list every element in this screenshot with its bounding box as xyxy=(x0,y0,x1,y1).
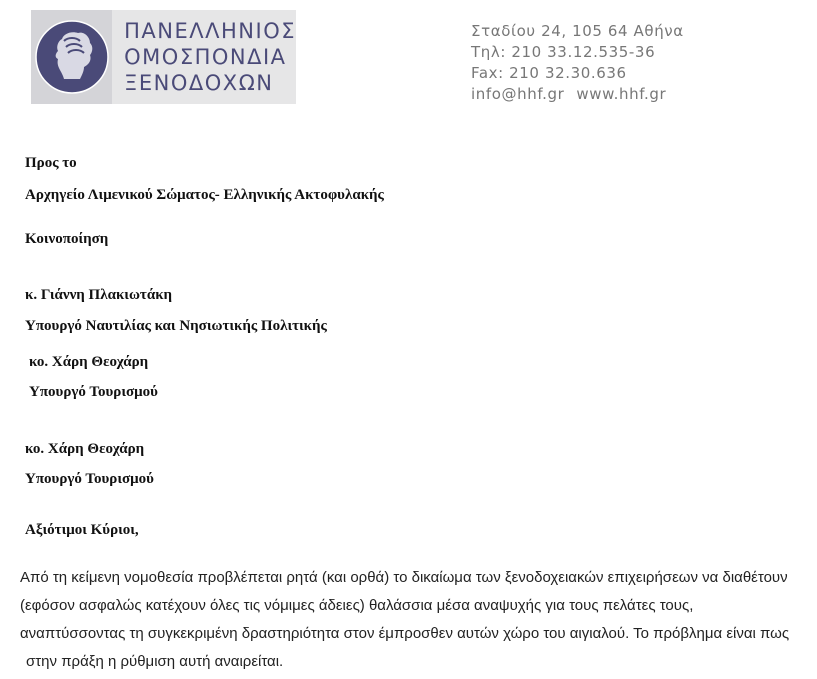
website-link[interactable]: www.hhf.gr xyxy=(576,85,667,103)
fax-line: Fax: 210 32.30.636 xyxy=(471,64,627,82)
org-name-line: ΞΕΝΟΔΟΧΩΝ xyxy=(124,71,274,95)
org-name xyxy=(124,18,296,96)
cc-recipient-name: κο. Χάρη Θεοχάρη xyxy=(29,354,149,370)
web-contact-line xyxy=(471,84,684,105)
cc-recipient-title: Υπουργό Τουρισμού xyxy=(29,384,158,400)
address-line: Σταδίου 24, 105 64 Αθήνα xyxy=(471,22,684,40)
to-label: Προς το xyxy=(25,155,77,171)
cc-recipient-title: Υπουργό Ναυτιλίας και Νησιωτικής Πολιτικής xyxy=(25,318,327,334)
contact-block xyxy=(471,21,684,105)
cc-label: Κοινοποίηση xyxy=(25,231,109,247)
email-link[interactable]: info@hhf.gr xyxy=(471,85,565,103)
body-line: αναπτύσσοντας τη συγκεκριμένη δραστηριότητα στον έμπροσθεν αυτών χώρο του αιγιαλού. Το πρόβλημα είναι πως xyxy=(20,625,790,642)
letterhead-logo xyxy=(31,10,296,104)
body-line: (εφόσον ασφαλώς κατέχουν όλες τις νόμιμες άδειες) θαλάσσια μέσα αναψυχής για τους πελάτες τους, xyxy=(20,597,694,614)
letter-body-paragraph xyxy=(20,564,812,676)
to-organization: Αρχηγείο Λιμενικού Σώματος- Ελληνικής Ακτοφυλακής xyxy=(25,187,384,203)
org-name-line: ΟΜΟΣΠΟΝΔΙΑ xyxy=(124,45,287,69)
body-line: στην πράξη η ρύθμιση αυτή αναιρείται. xyxy=(26,653,284,670)
salutation: Αξιότιμοι Κύριοι, xyxy=(25,522,139,538)
profile-head-emblem-icon xyxy=(31,10,112,104)
cc-recipient-name: κο. Χάρη Θεοχάρη xyxy=(25,441,145,457)
cc-recipient-name: κ. Γιάννη Πλακιωτάκη xyxy=(25,287,173,303)
cc-recipient-title: Υπουργό Τουρισμού xyxy=(25,471,154,487)
org-name-line: ΠΑΝΕΛΛΗΝΙΟΣ xyxy=(124,19,296,43)
phone-line: Τηλ: 210 33.12.535-36 xyxy=(471,43,656,61)
body-line: Από τη κείμενη νομοθεσία προβλέπεται ρητά (και ορθά) το δικαίωμα των ξενοδοχειακών επιχειρήσεων να διαθέτουν xyxy=(20,569,788,586)
